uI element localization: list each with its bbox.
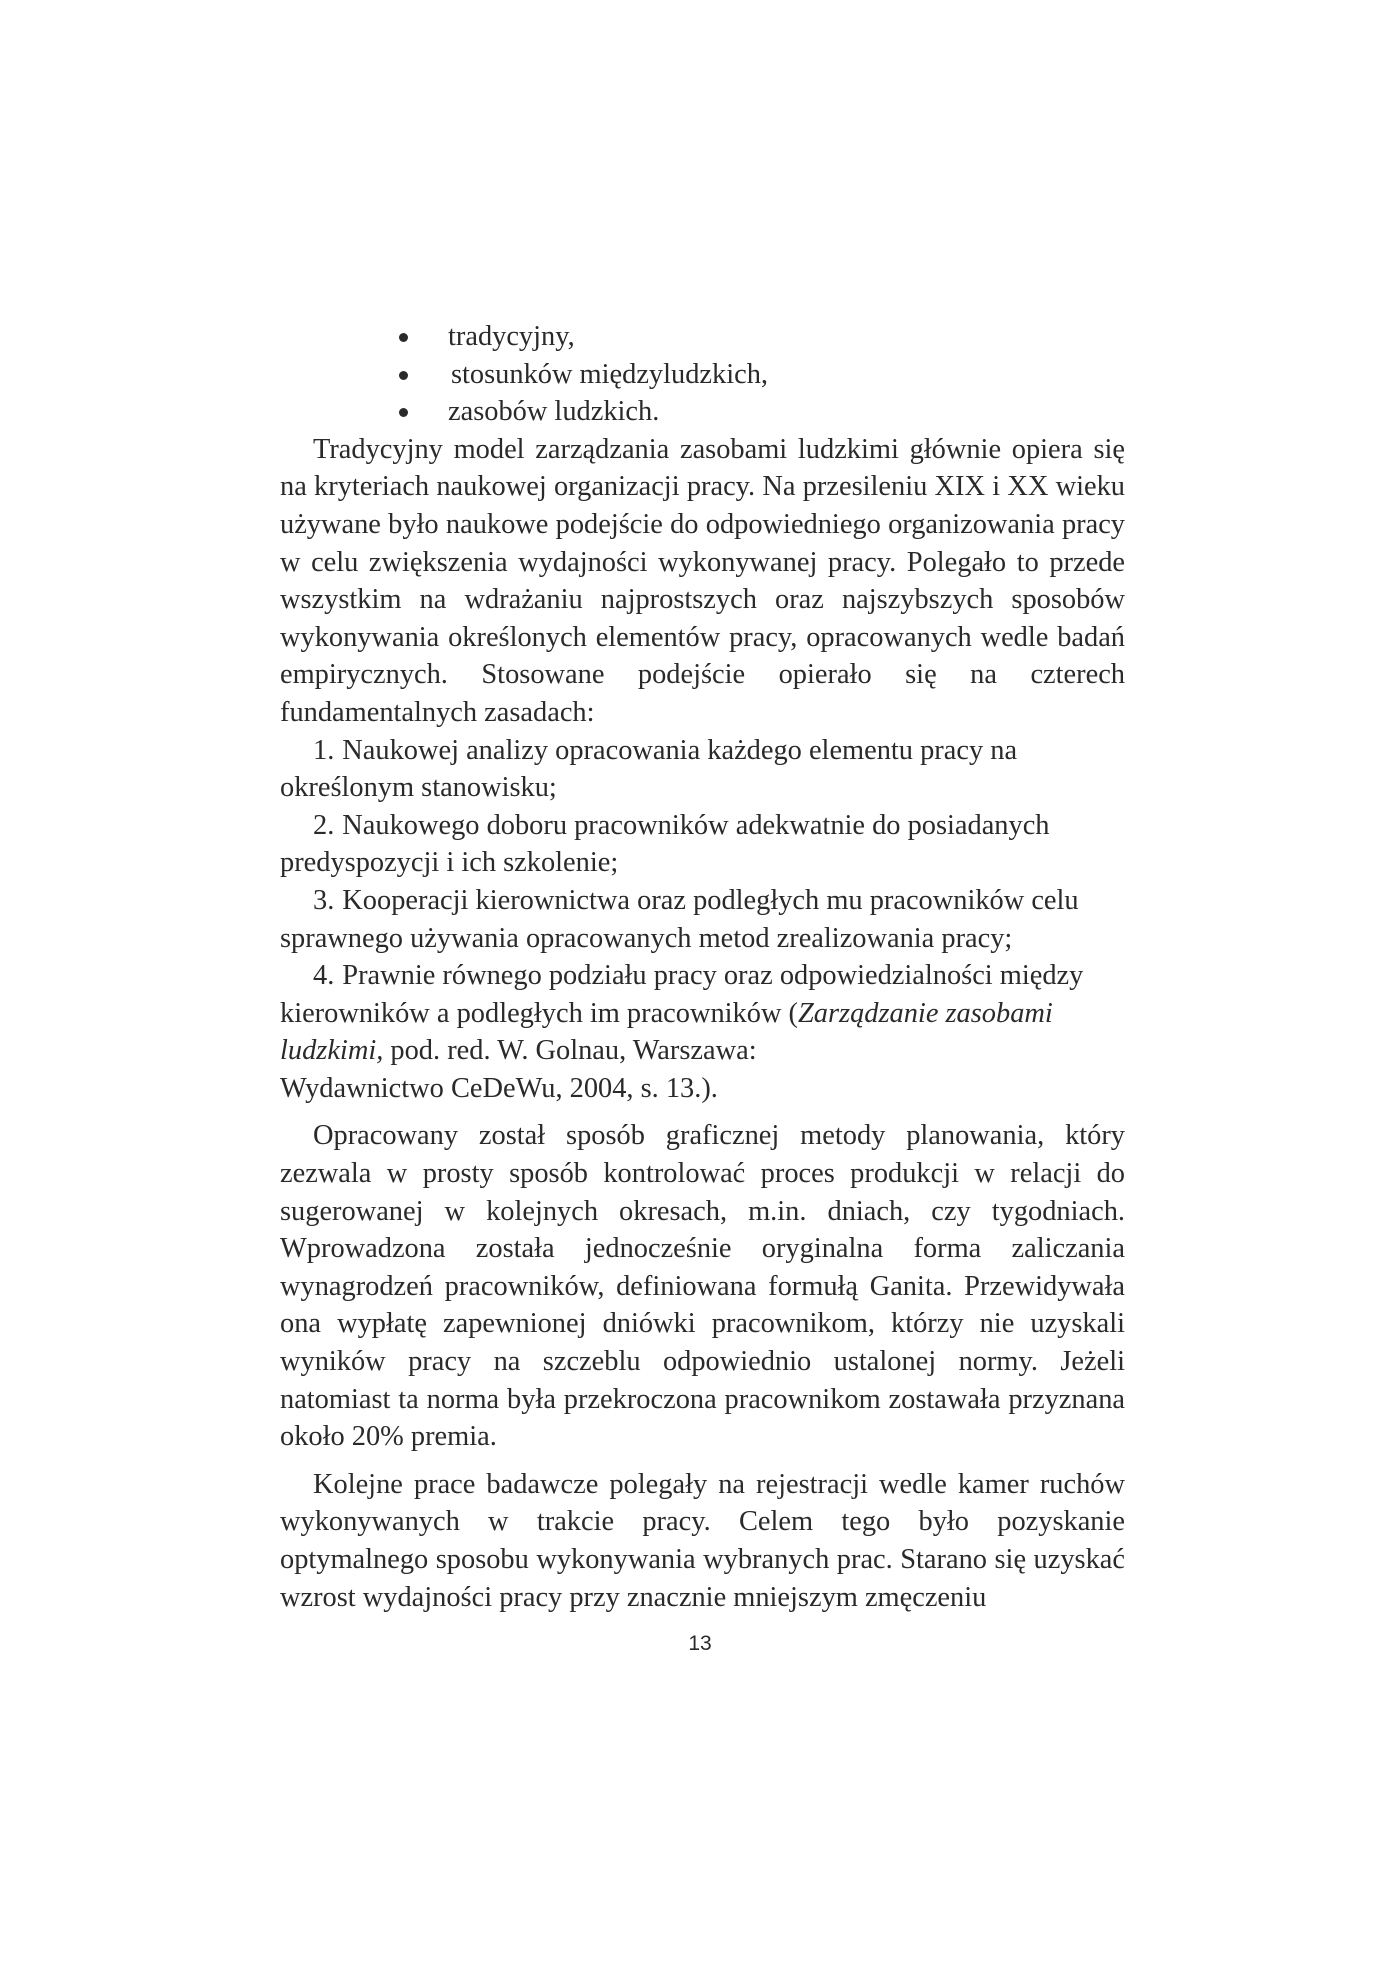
bullet-item [280, 318, 1125, 356]
principle-item [280, 957, 1125, 1107]
paragraph-traditional-model: Tradycyjny model zarządzania zasobami ludzkimi głównie opiera się na kryteriach naukowej organizacji pracy. Na przesileniu XIX i XX wieku używane było naukowe podejście do odpowiedniego organizowania pracy w celu zwiększenia wydajności wykonywanej pracy. Polegało to przede wszystkim na wdrażaniu najprostszych oraz najszybszych sposobów wykonywania określonych elementów pracy, opracowanych wedle badań empirycznych. Stosowane podejście opierało się na czterech fundamentalnych zasadach: [280, 433, 1125, 728]
bullet-icon [399, 371, 408, 380]
bullet-icon [399, 333, 408, 342]
paragraph-research: Kolejne prace badawcze polegały na rejestracji wedle kamer ruchów wykonywanych w trakcie pracy. Celem tego było pozyskanie optymalnego sposobu wykonywania wybranych prac. Starano się uzyskać wzrost wydajności pracy przy znacznie mniejszym zmęczeniu [280, 1468, 1125, 1613]
bullet-text: stosunków międzyludzkich, [451, 358, 768, 390]
citation-editor: pod. red. W. Golnau, Warszawa: [383, 1035, 757, 1067]
principle-text: Kooperacji kierownictwa oraz podległych mu pracowników celu sprawnego używania opracowanych metod zrealizowania pracy; [280, 884, 1079, 954]
principle-item [280, 732, 1125, 807]
paragraph-graphic-method: Opracowany został sposób graficznej metody planowania, który zezwala w prosty sposób kontrolować proces produkcji w relacji do sugerowanej w kolejnych okresach, m.in. dniach, czy tygodniach. Wprowadzona została jednocześnie oryginalna forma zaliczania wynagrodzeń pracowników, definiowana formułą Ganita. Przewidywała ona wypłatę zapewnionej dniówki pracownikom, którzy nie uzyskali wyników pracy na szczeblu odpowiednio ustalonej normy. Jeżeli natomiast ta norma była przekroczona pracownikom zostawała przyznana około 20% premia. [280, 1120, 1125, 1453]
principle-item [280, 807, 1125, 882]
bullet-item [280, 393, 1125, 431]
citation-publisher: Wydawnictwo CeDeWu, 2004, s. 13.). [280, 1072, 718, 1104]
bullet-item [280, 356, 1125, 394]
principle-number: 3. [313, 884, 335, 916]
principle-number: 2. [313, 809, 335, 841]
principles-list [280, 732, 1125, 1108]
bullet-text: tradycyjny, [448, 321, 575, 352]
bullet-list [280, 318, 1125, 431]
bullet-icon [399, 408, 408, 417]
principle-item [280, 882, 1125, 957]
page-number: 13 [688, 1632, 712, 1655]
principle-text: Naukowego doboru pracowników adekwatnie do posiadanych predyspozycji i ich szkolenie; [280, 809, 1050, 879]
principle-text: Naukowej analizy opracowania każdego elementu pracy na określonym stanowisku; [280, 734, 1018, 804]
principle-number: 4. [313, 960, 335, 992]
principle-text: Prawnie równego podziału pracy oraz odpowiedzialności między kierowników a podległych im pracowników ( [280, 960, 1084, 1029]
principle-number: 1. [313, 734, 335, 766]
body-text [280, 318, 1125, 1616]
citation-title: Zarządzanie zasobami ludzkimi, [280, 997, 1053, 1067]
bullet-text: zasobów ludzkich. [448, 396, 660, 428]
